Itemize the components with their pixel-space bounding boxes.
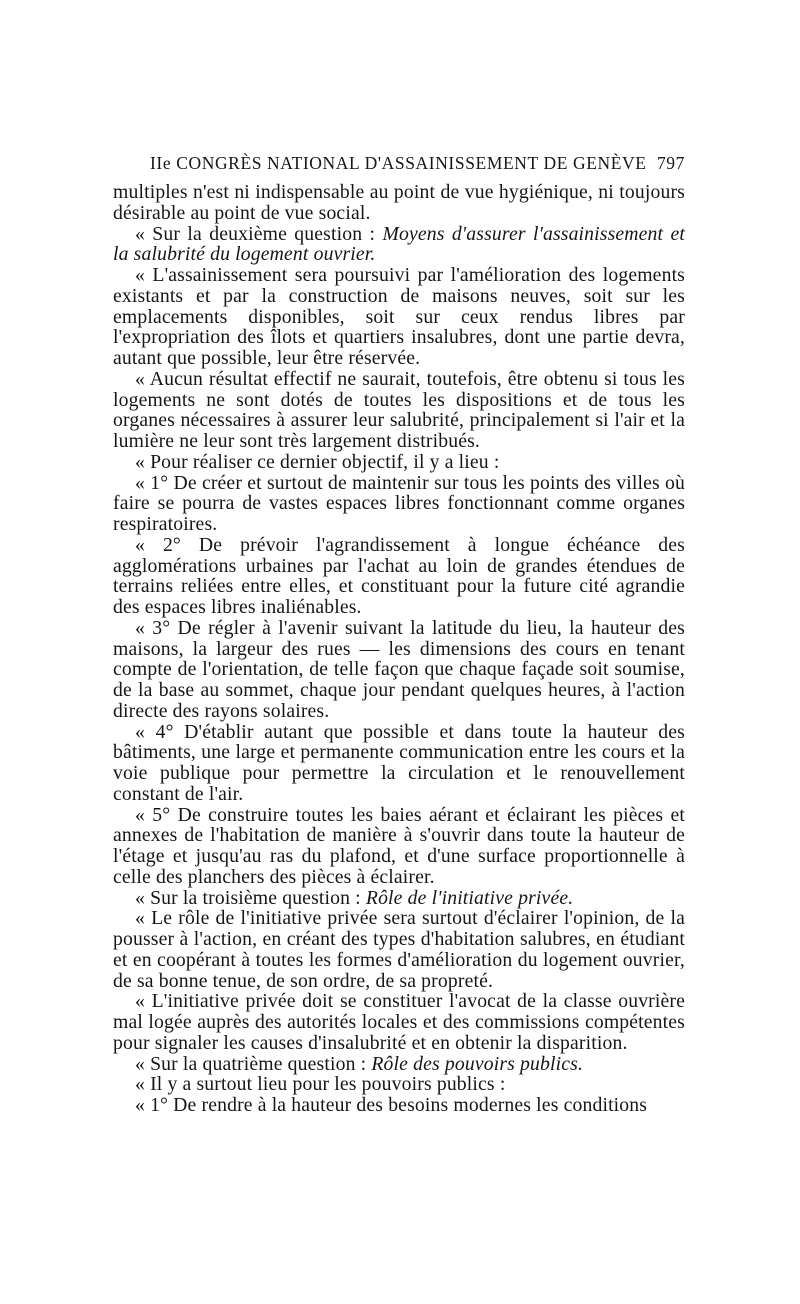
paragraph [113, 722, 685, 805]
paragraph [113, 618, 685, 722]
paragraph [113, 1095, 685, 1116]
paragraph [113, 473, 685, 535]
paragraph-text: « Sur la troisième question : [135, 886, 366, 909]
paragraph-text: « Aucun résultat effectif ne saurait, toutefois, être obtenu si tous les logements ne sont dotés de toutes les dispositions et de tous les organes nécessaires à assurer leur salubrité, principalement si l'air et la lumière ne leur sont très largement distribués. [113, 367, 685, 452]
paragraph-text: multiples n'est ni indispensable au point de vue hygiénique, ni toujours désirable au point de vue social. [113, 181, 685, 224]
paragraph-text: « L'assainissement sera poursuivi par l'amélioration des logements existants et par la construction de maisons neuves, soit sur les emplacements disponibles, soit sur ceux rendus libres par l'expropriation des îlots et quartiers insalubres, dont une partie devra, autant que possible, leur être réservée. [113, 264, 685, 369]
header-title: IIe CONGRÈS NATIONAL D'ASSAINISSEMENT DE GENÈVE [150, 153, 647, 173]
question-title: Rôle des pouvoirs publics. [371, 1052, 584, 1075]
paragraph [113, 182, 685, 224]
paragraph-text: « Sur la quatrième question : [135, 1052, 372, 1075]
paragraph [113, 369, 685, 452]
paragraph-text: « 1° De rendre à la hauteur des besoins modernes les conditions [135, 1094, 648, 1116]
paragraph-text: « 2° De prévoir l'agrandissement à longue échéance des agglomérations urbaines par l'achat au loin de grandes étendues de terrains reliées entre elles, et constituant pour la future cité agrandie des espaces libres inaliénables. [113, 533, 685, 618]
paragraph [113, 452, 685, 473]
paragraph-text: « Il y a surtout lieu pour les pouvoirs publics : [135, 1073, 506, 1096]
paragraph-text: « Sur la deuxième question : [135, 222, 383, 245]
paragraph [113, 535, 685, 618]
page-number: 797 [656, 153, 685, 173]
paragraph-text: « 5° De construire toutes les baies aérant et éclairant les pièces et annexes de l'habitation de manière à s'ouvrir dans toute la hauteur de l'étage et jusqu'au ras du plafond, et d'une surface proportionnelle à celle des planchers des pièces à éclairer. [113, 803, 685, 888]
paragraph [113, 908, 685, 991]
paragraph [113, 888, 685, 909]
paragraph-text: « Pour réaliser ce dernier objectif, il y a lieu : [135, 450, 500, 473]
paragraph-text: « 1° De créer et surtout de maintenir sur tous les points des villes où faire se pourra de vastes espaces libres fonctionnant comme organes respiratoires. [113, 471, 685, 535]
paragraph-text: « 4° D'établir autant que possible et dans toute la hauteur des bâtiments, une large et permanente communication entre les cours et la voie publique pour permettre la circulation et le renouvellement constant de l'air. [113, 720, 685, 805]
paragraph [113, 991, 685, 1053]
running-header [150, 153, 685, 174]
paragraph [113, 1054, 685, 1075]
question-title: Rôle de l'initiative privée. [365, 886, 574, 909]
paragraph-text: « Le rôle de l'initiative privée sera surtout d'éclairer l'opinion, de la pousser à l'action, en créant des types d'habitation salubres, en étudiant et en coopérant à toutes les formes d'amélioration du logement ouvrier, de sa bonne tenue, de son ordre, de sa propreté. [113, 907, 685, 992]
question-title: Moyens d'assurer l'assainissement et la salubrité du logement ouvrier. [113, 222, 685, 266]
body-text [113, 182, 685, 1116]
paragraph-text: « 3° De régler à l'avenir suivant la latitude du lieu, la hauteur des maisons, la largeur des rues — les dimensions des cours en tenant compte de l'orientation, de telle façon que chaque façade soit soumise, de la base au sommet, chaque jour pendant quelques heures, à l'action directe des rayons solaires. [113, 616, 685, 722]
paragraph [113, 1074, 685, 1095]
paragraph [113, 805, 685, 888]
paragraph [113, 265, 685, 369]
paragraph-text: « L'initiative privée doit se constituer l'avocat de la classe ouvrière mal logée auprès des autorités locales et des commissions compétentes pour signaler les causes d'insalubrité et en obtenir la disparition. [113, 990, 685, 1054]
paragraph [113, 224, 685, 266]
